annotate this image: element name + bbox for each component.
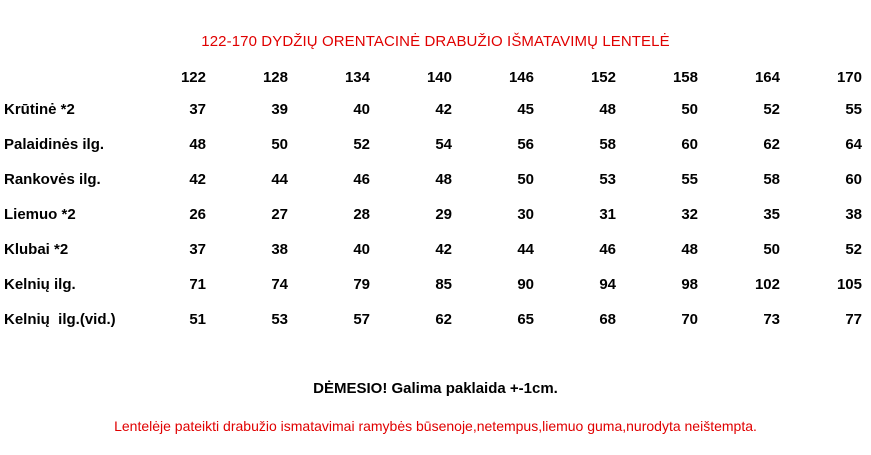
- table-cell: 39: [271, 101, 288, 118]
- table-row: [4, 162, 862, 197]
- table-cell: 31: [599, 206, 616, 223]
- table-cell: 42: [189, 171, 206, 188]
- table-cell: 42: [435, 101, 452, 118]
- size-header: 122: [180, 68, 206, 86]
- table-cell: 60: [845, 171, 862, 188]
- row-label: Kelnių ilg.: [4, 276, 76, 293]
- table-cell: 57: [353, 311, 370, 328]
- table-cell: 74: [271, 276, 288, 293]
- table-cell: 44: [271, 171, 288, 188]
- row-label: Krūtinė *2: [4, 101, 75, 118]
- size-measurement-table: [4, 62, 862, 337]
- table-cell: 73: [763, 311, 780, 328]
- table-cell: 68: [599, 311, 616, 328]
- table-row: [4, 127, 862, 162]
- table-cell: 102: [754, 276, 780, 293]
- table-cell: 50: [271, 136, 288, 153]
- table-cell: 58: [763, 171, 780, 188]
- table-cell: 40: [353, 101, 370, 118]
- size-header: 170: [836, 68, 862, 86]
- table-cell: 38: [271, 241, 288, 258]
- table-cell: 48: [435, 171, 452, 188]
- table-cell: 52: [845, 241, 862, 258]
- tolerance-notice: DĖMESIO! Galima paklaida +-1cm.: [313, 380, 558, 397]
- measurement-note: Lentelėje pateikti drabužio ismatavimai ramybės būsenoje,netempus,liemuo guma,nurodyta neištempta.: [114, 418, 757, 434]
- table-cell: 55: [681, 171, 698, 188]
- table-cell: 77: [845, 311, 862, 328]
- table-row: [4, 302, 862, 337]
- table-cell: 85: [435, 276, 452, 293]
- table-cell: 50: [517, 171, 534, 188]
- table-cell: 53: [271, 311, 288, 328]
- table-cell: 60: [681, 136, 698, 153]
- table-cell: 42: [435, 241, 452, 258]
- table-row: [4, 232, 862, 267]
- table-cell: 52: [353, 136, 370, 153]
- table-cell: 52: [763, 101, 780, 118]
- table-cell: 79: [353, 276, 370, 293]
- table-cell: 26: [189, 206, 206, 223]
- table-cell: 48: [681, 241, 698, 258]
- row-label: Kelnių ilg.(vid.): [4, 311, 116, 328]
- table-cell: 40: [353, 241, 370, 258]
- row-label: Palaidinės ilg.: [4, 136, 105, 153]
- size-header: 164: [754, 68, 780, 86]
- table-cell: 62: [763, 136, 780, 153]
- table-cell: 44: [517, 241, 534, 258]
- table-cell: 71: [189, 276, 206, 293]
- table-row: [4, 267, 862, 302]
- size-header: 128: [262, 68, 288, 86]
- table-cell: 46: [599, 241, 616, 258]
- table-cell: 90: [517, 276, 534, 293]
- size-header: 140: [426, 68, 452, 86]
- row-label: Klubai *2: [4, 241, 69, 258]
- table-cell: 105: [836, 276, 862, 293]
- table-cell: 94: [599, 276, 616, 293]
- page-title: 122-170 DYDŽIŲ ORENTACINĖ DRABUŽIO IŠMATAVIMŲ LENTELĖ: [201, 33, 670, 50]
- table-cell: 53: [599, 171, 616, 188]
- table-cell: 46: [353, 171, 370, 188]
- table-cell: 35: [763, 206, 780, 223]
- table-cell: 48: [189, 136, 206, 153]
- size-header-row: [4, 62, 862, 92]
- table-cell: 32: [681, 206, 698, 223]
- table-cell: 51: [189, 311, 206, 328]
- table-cell: 27: [271, 206, 288, 223]
- table-cell: 45: [517, 101, 534, 118]
- table-cell: 54: [435, 136, 452, 153]
- table-cell: 30: [517, 206, 534, 223]
- size-header: 152: [590, 68, 616, 86]
- table-cell: 70: [681, 311, 698, 328]
- table-cell: 98: [681, 276, 698, 293]
- table-cell: 29: [435, 206, 452, 223]
- size-header: 134: [344, 68, 370, 86]
- table-cell: 48: [599, 101, 616, 118]
- row-label: Liemuo *2: [4, 206, 76, 223]
- table-cell: 38: [845, 206, 862, 223]
- table-cell: 56: [517, 136, 534, 153]
- table-cell: 64: [845, 136, 862, 153]
- table-cell: 65: [517, 311, 534, 328]
- table-cell: 55: [845, 101, 862, 118]
- table-cell: 58: [599, 136, 616, 153]
- table-cell: 37: [189, 241, 206, 258]
- table-cell: 28: [353, 206, 370, 223]
- row-label: Rankovės ilg.: [4, 171, 101, 188]
- table-cell: 50: [681, 101, 698, 118]
- table-row: [4, 197, 862, 232]
- size-header: 146: [508, 68, 534, 86]
- size-header: 158: [672, 68, 698, 86]
- table-cell: 62: [435, 311, 452, 328]
- table-row: [4, 92, 862, 127]
- table-cell: 37: [189, 101, 206, 118]
- table-cell: 50: [763, 241, 780, 258]
- header-corner-cell: [4, 62, 124, 92]
